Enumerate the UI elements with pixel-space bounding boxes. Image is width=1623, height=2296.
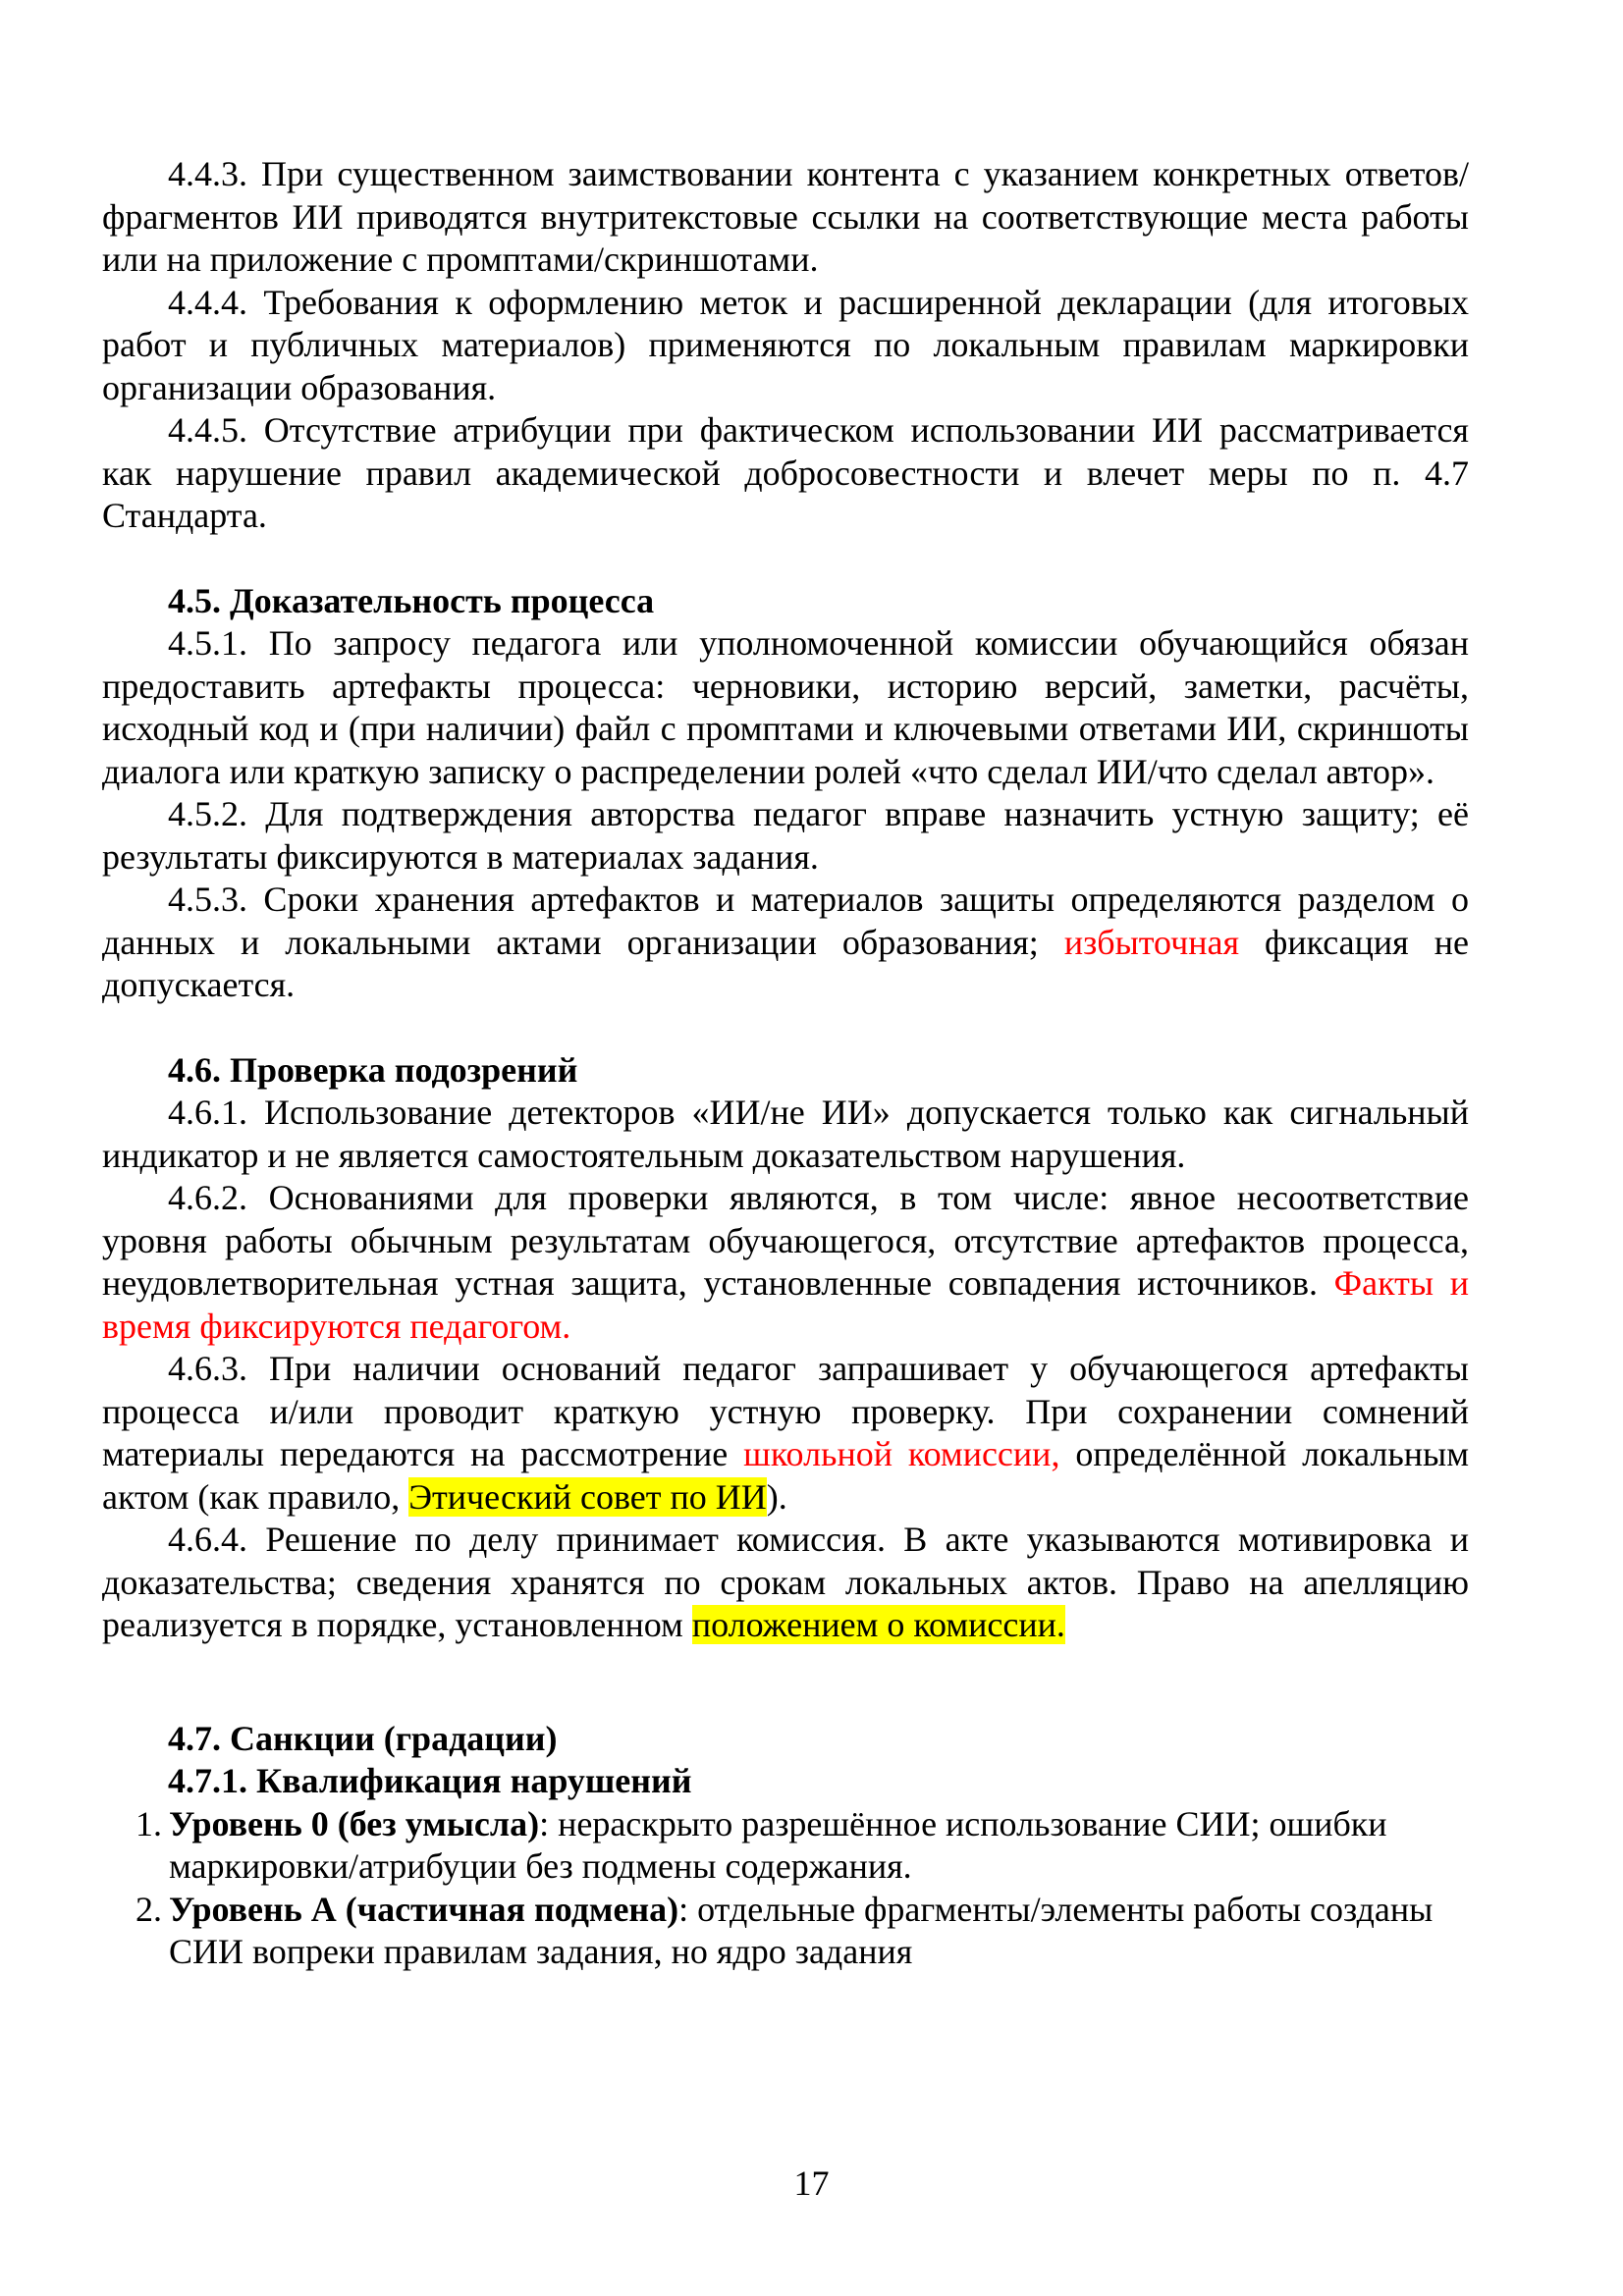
paragraph-4-6-4-text: 4.6.4. Решение по делу принимает комиссия. В акте указываются мотивировка и доказательства; сведения хранятся по срокам локальных актов. Право на апелляцию реализуется в порядке, установленном — [102, 1520, 1469, 1644]
list-item-body-text: : нераскрыто разрешённое использование СИИ; ошибки маркировки/атрибуции без подмены содержания. — [169, 1803, 1387, 1886]
list-item-text — [169, 1803, 1469, 1889]
paragraph-4-6-3-text: 4.6.3. При наличии оснований педагог запрашивает у обучающегося артефакты процесса и/или проводит краткую устную проверку. При сохранении сомнений материалы передаются на рассмотрение — [102, 1349, 1469, 1473]
paragraph-4-5-3-text: 4.5.3. Сроки хранения артефактов и материалов защиты определяются разделом о данных и локальными актами организации образования; — [102, 880, 1469, 962]
list-item-lead-bold: Уровень А (частичная подмена) — [169, 1889, 679, 1929]
heading-4-6: 4.6. Проверка подозрений — [168, 1049, 578, 1090]
paragraph-4-4-5: 4.4.5. Отсутствие атрибуции при фактическом использовании ИИ рассматривается как нарушение правил академической добросовестности и влечет меры по п. 4.7 Стандарта. — [102, 410, 1469, 535]
list-item-level-a — [102, 1889, 1469, 1974]
paragraph-4-4-3: 4.4.3. При существенном заимствовании контента с указанием конкретных ответов/фрагментов ИИ приводятся внутритекстовые ссылки на соответствующие места работы или на приложение с промптами/скриншотами. — [102, 154, 1469, 279]
list-item-marker: 1. — [135, 1803, 162, 1843]
heading-4-7-1: 4.7.1. Квалификация нарушений — [168, 1761, 692, 1800]
paragraph-4-6-1: 4.6.1. Использование детекторов «ИИ/не ИИ» допускается только как сигнальный индикатор и не является самостоятельным доказательством нарушения. — [102, 1093, 1469, 1175]
list-item-text — [169, 1889, 1469, 1974]
heading-4-7: 4.7. Санкции (градации) — [168, 1718, 558, 1758]
paragraph-4-6-2 — [102, 1177, 1469, 1348]
red-emphasis-school-commission: школьной комиссии, — [743, 1434, 1060, 1473]
paragraph-4-6-2-text: 4.6.2. Основаниями для проверки являются, в том числе: явное несоответствие уровня работы обычным результатам обучающегося, отсутствие артефактов процесса, неудовлетворительная устная защита, установленные совпадения источников. — [102, 1178, 1469, 1303]
paragraph-4-5-1: 4.5.1. По запросу педагога или уполномоченной комиссии обучающийся обязан предоставить артефакты процесса: черновики, историю версий, заметки, расчёты, исходный код и (при наличии) файл с промптами и ключевыми ответами ИИ, скриншоты диалога или краткую записку о распределении ролей «что сделал ИИ/что сделал автор». — [102, 623, 1469, 791]
paragraph-4-6-3 — [102, 1348, 1469, 1519]
yellow-highlight-ethics-council: Этический совет по ИИ — [408, 1476, 767, 1517]
red-emphasis-facts-recorded: Факты и время фиксируются педагогом. — [102, 1263, 1470, 1346]
paragraph-4-6-4 — [102, 1519, 1469, 1647]
heading-4-5: 4.5. Доказательность процесса — [168, 580, 655, 620]
violation-levels-list — [102, 1803, 1469, 1974]
paragraph-4-6-3-text-middle: определённой локальным актом (как правило, — [102, 1434, 1469, 1517]
list-item-lead-bold: Уровень 0 (без умысла) — [169, 1803, 540, 1843]
paragraph-4-5-2: 4.5.2. Для подтверждения авторства педагог вправе назначить устную защиту; её результаты фиксируются в материалах задания. — [102, 794, 1469, 877]
yellow-highlight-commission-regulation: положением о комиссии. — [691, 1605, 1065, 1644]
paragraph-4-5-3 — [102, 879, 1469, 1007]
red-emphasis-excess-fixation: избыточная — [1063, 922, 1240, 962]
list-item-level-0 — [102, 1803, 1469, 1889]
paragraph-4-5-3-text-after: фиксация не допускается. — [102, 922, 1469, 1004]
paragraph-4-6-3-text-after: ). — [766, 1476, 787, 1517]
list-item-marker: 2. — [135, 1889, 162, 1929]
page-number: 17 — [793, 2163, 830, 2203]
list-item-body-text: : отдельные фрагменты/элементы работы созданы СИИ вопреки правилам задания, но ядро задания — [169, 1889, 1434, 1971]
paragraph-4-4-4: 4.4.4. Требования к оформлению меток и расширенной декларации (для итоговых работ и публичных материалов) применяются по локальным правилам маркировки организации образования. — [102, 282, 1469, 407]
